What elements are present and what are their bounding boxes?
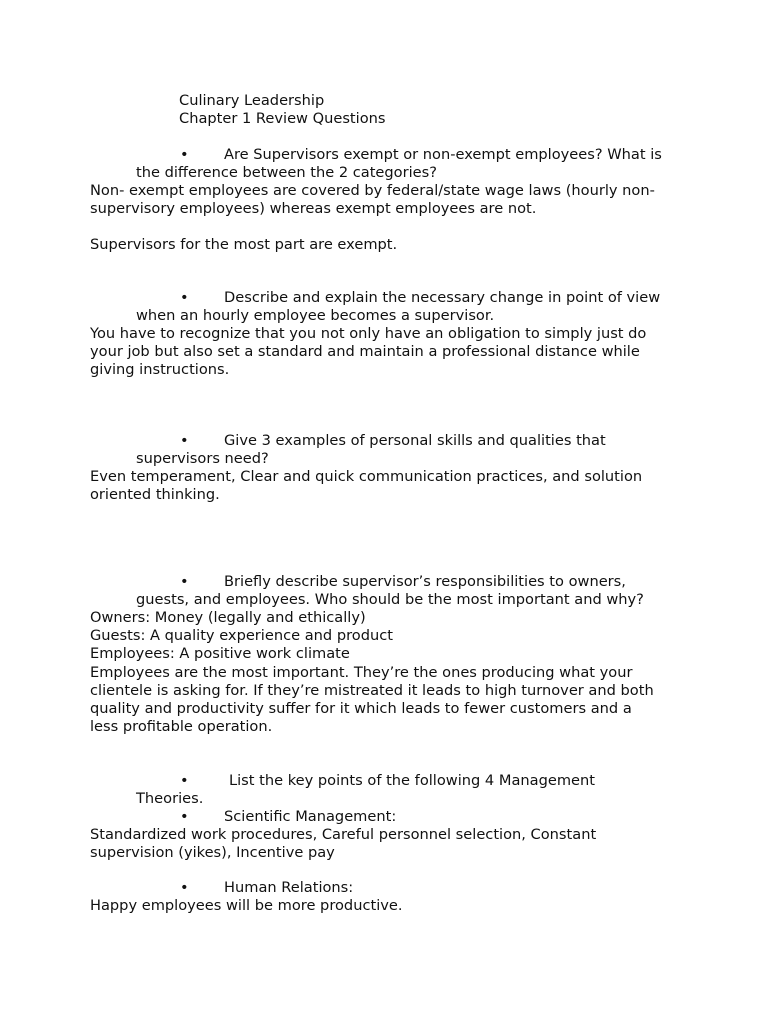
question-1 [90, 146, 690, 182]
answer-line: quality and productivity suffer for it which leads to fewer customers and a [90, 700, 632, 718]
answer-4 [90, 609, 690, 736]
question-2-line-2: when an hourly employee becomes a supervisor. [136, 307, 495, 325]
question-4-line-2: guests, and employees. Who should be the most important and why? [136, 591, 644, 609]
question-5b [90, 879, 690, 897]
bullet: • [180, 879, 189, 896]
question-3-line-2: supervisors need? [136, 450, 269, 468]
answer-line: Owners: Money (legally and ethically) [90, 609, 366, 626]
answer-2 [90, 325, 690, 380]
question-2 [90, 289, 690, 325]
answer-5a [90, 826, 690, 862]
question-3 [90, 432, 690, 468]
answer-line: your job but also set a standard and maintain a professional distance while [90, 343, 640, 361]
question-5b-line-1: Human Relations: [224, 879, 354, 896]
answer-line: Non- exempt employees are covered by federal/state wage laws (hourly non- [90, 182, 655, 199]
answer-1 [90, 182, 690, 218]
bullet: • [180, 808, 189, 825]
answer-line: clientele is asking for. If they’re mistreated it leads to high turnover and both [90, 681, 654, 699]
answer-line: You have to recognize that you not only have an obligation to simply just do [90, 325, 647, 342]
answer-line: Even temperament, Clear and quick communication practices, and solution [90, 468, 643, 485]
bullet: • [180, 146, 189, 163]
question-5-line-1: List the key points of the following 4 Management [229, 772, 595, 789]
bullet: • [180, 432, 189, 449]
question-1-line-2: the difference between the 2 categories? [136, 164, 437, 182]
answer-line: supervisory employees) whereas exempt employees are not. [90, 200, 537, 218]
document-subtitle: Chapter 1 Review Questions [179, 110, 386, 127]
question-3-line-1: Give 3 examples of personal skills and qualities that [224, 432, 606, 449]
answer-line: giving instructions. [90, 361, 230, 379]
answer-1-note: Supervisors for the most part are exempt. [90, 236, 398, 253]
question-1-line-1: Are Supervisors exempt or non-exempt employees? What is [224, 146, 662, 163]
bullet: • [180, 573, 189, 590]
answer-line: Standardized work procedures, Careful personnel selection, Constant [90, 826, 597, 843]
answer-line: oriented thinking. [90, 486, 220, 504]
answer-line: Happy employees will be more productive. [90, 897, 403, 914]
question-4 [90, 573, 690, 609]
answer-line: less profitable operation. [90, 718, 273, 736]
question-5 [90, 772, 690, 808]
bullet: • [180, 772, 189, 789]
answer-line: supervision (yikes), Incentive pay [90, 844, 335, 862]
question-5a-line-1: Scientific Management: [224, 808, 397, 825]
question-5a [90, 808, 690, 826]
question-5-line-2: Theories. [136, 790, 204, 808]
bullet: • [180, 289, 189, 306]
answer-line: Employees: A positive work climate [90, 645, 350, 663]
document-title: Culinary Leadership [179, 92, 325, 109]
question-4-line-1: Briefly describe supervisor’s responsibilities to owners, [224, 573, 626, 590]
question-2-line-1: Describe and explain the necessary change in point of view [224, 289, 661, 306]
answer-line: Employees are the most important. They’re the ones producing what your [90, 663, 633, 681]
answer-5b [90, 897, 690, 915]
answer-3 [90, 468, 690, 504]
answer-line: Guests: A quality experience and product [90, 627, 393, 645]
